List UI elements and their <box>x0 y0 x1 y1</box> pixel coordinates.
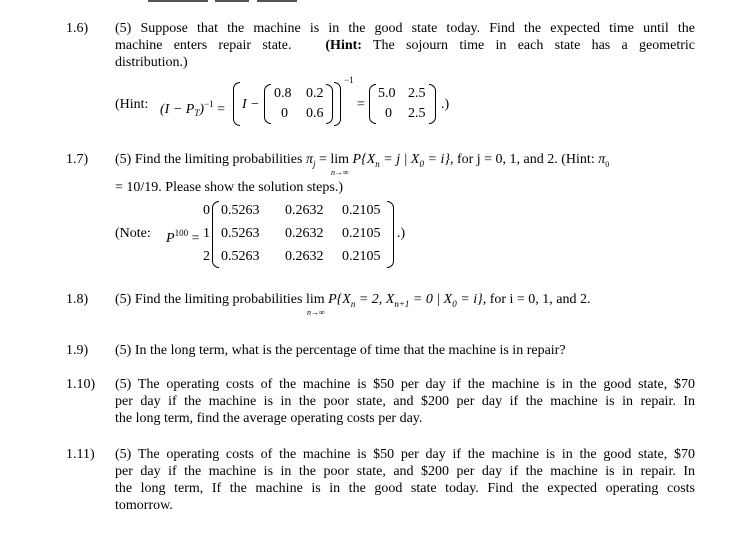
text-line: per day if the machine is in the poor state, and $200 per day if the machine is in repair. In <box>115 464 695 479</box>
equals: = <box>357 97 365 112</box>
matrix-cell: 0 <box>281 106 288 121</box>
question-text <box>115 376 695 427</box>
note-suffix: .) <box>397 226 406 241</box>
matrix-cell: 0.2632 <box>285 226 324 241</box>
matrix-cell: 0.5263 <box>221 226 260 241</box>
matrix-bracket-right <box>326 84 333 124</box>
matrix-bracket-right <box>387 201 394 268</box>
identity: I − <box>242 97 260 112</box>
matrix-cell: 0.2105 <box>342 226 381 241</box>
matrix-cell: 2.5 <box>408 106 426 121</box>
matrix-bracket-left <box>264 84 271 124</box>
cropped-top-text <box>0 0 749 6</box>
formula-suffix: .) <box>441 97 450 112</box>
formula-expr: $(I - P_T)^{-1}$ = <box>160 99 225 118</box>
question-number: 1.11) <box>66 447 95 462</box>
text-line: machine enters repair state. (Hint: The sojourn time in each state has a geometric <box>115 38 696 53</box>
text-line: tomorrow. <box>115 498 173 513</box>
paren-left <box>233 82 240 126</box>
matrix-cell: 0.2632 <box>285 203 324 218</box>
text-line: the long term, If the machine is in the good state today. Find the expected operating costs <box>115 481 695 496</box>
matrix-cell: 0.2632 <box>285 249 324 264</box>
formula-prefix: (Hint: <box>115 97 149 112</box>
note-P: $P^{100}$ = <box>166 228 200 246</box>
text-line: per day if the machine is in the poor state, and $200 per day if the machine is in repair. In <box>115 394 695 409</box>
text-line: (5) The operating costs of the machine is $50 per day if the machine is in the good state, $70 <box>115 447 695 462</box>
paren-right <box>334 82 341 126</box>
matrix-cell: 0.6 <box>306 106 324 121</box>
matrix-cell: 0.2 <box>306 86 324 101</box>
text-line: = 10/19. Please show the solution steps.) <box>115 180 343 195</box>
question-text <box>115 20 695 71</box>
question-text: (5) Find the limiting probabilities lim n→∞ $P\{X_n = 2$, $X_{n+1} = 0$ | $X_0 = i$}, for i = 0, 1, and 2. <box>115 292 591 317</box>
matrix-cell: 2.5 <box>408 86 426 101</box>
matrix-cell: 0.5263 <box>221 203 260 218</box>
question-number: 1.10) <box>66 377 96 392</box>
matrix-cell: 0 <box>385 106 392 121</box>
question-number: 1.9) <box>66 343 89 358</box>
matrix-cell: 0.5263 <box>221 249 260 264</box>
question-text: (5) In the long term, what is the percentage of time that the machine is in repair? <box>115 343 566 358</box>
outer-exponent: −1 <box>344 75 354 85</box>
question-text: (5) Find the limiting probabilities $\pi_j = \lim$ n→∞ $P\{X_n = j$ | $X_0 = i$}, for j = 0, 1, and 2. (Hint: $\pi_0$ <box>115 152 610 177</box>
text-line: the long term, find the average operating costs per day. <box>115 411 423 426</box>
question-text <box>115 446 695 514</box>
matrix-cell: 0.8 <box>274 86 292 101</box>
text-line: (5) The operating costs of the machine is $50 per day if the machine is in the good state, $70 <box>115 377 695 392</box>
text-line: (5) Suppose that the machine is in the good state today. Find the expected time until the <box>115 21 695 36</box>
matrix-cell: 0.2105 <box>342 203 381 218</box>
matrix-bracket-right <box>429 84 436 124</box>
question-number: 1.6) <box>66 21 89 36</box>
row-label: 0 <box>203 203 210 218</box>
question-number: 1.7) <box>66 152 89 167</box>
row-label: 2 <box>203 249 210 264</box>
text-line: distribution.) <box>115 55 188 70</box>
matrix-bracket-left <box>212 201 219 268</box>
matrix-bracket-left <box>369 84 376 124</box>
row-label: 1 <box>203 226 210 241</box>
note-prefix: (Note: <box>115 226 151 241</box>
question-number: 1.8) <box>66 292 89 307</box>
matrix-cell: 5.0 <box>378 86 396 101</box>
matrix-cell: 0.2105 <box>342 249 381 264</box>
